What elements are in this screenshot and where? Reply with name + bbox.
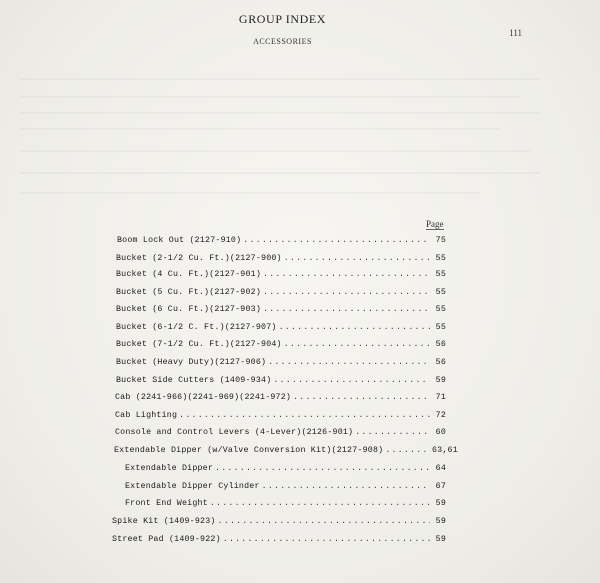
index-entry [114,446,458,455]
index-entry [116,358,446,367]
index-entry-label: Bucket (4 Cu. Ft.)(2127-901) [116,270,262,279]
dot-leader [284,254,430,263]
index-entry [116,376,446,385]
index-entry-page: 55 [435,288,446,297]
dot-leader [293,393,430,402]
dot-leader [262,482,430,491]
dot-leader [223,535,430,544]
index-entry-page: 72 [435,411,446,420]
dot-leader [263,288,430,297]
dot-leader [355,428,430,437]
index-entry-page: 64 [435,464,446,473]
index-entry-page: 75 [435,236,446,245]
index-entry-label: Street Pad (1409-922) [112,535,221,544]
index-entry-page: 55 [435,270,446,279]
index-entry-page: 55 [435,323,446,332]
index-entry-sub [125,464,446,473]
index-entry-page: 59 [435,535,446,544]
index-entry-label: Bucket (Heavy Duty)(2127-906) [116,358,267,367]
index-entry-label: Cab Lighting [115,411,178,420]
index-entry-page: 60 [435,428,446,437]
index-entry [116,254,446,263]
index-entry [112,517,446,526]
dot-leader [263,270,430,279]
index-entry-sub [125,499,446,508]
index-entry [116,323,446,332]
index-entry [115,411,446,420]
index-entry-page: 59 [435,376,446,385]
index-entry-label: Bucket Side Cutters (1409-934) [116,376,272,385]
index-entry-page: 55 [435,305,446,314]
dot-leader [273,376,430,385]
index-entry [116,288,446,297]
dot-leader [385,446,430,455]
index-entry [116,305,446,314]
dot-leader [268,358,430,367]
index-entry-label: Bucket (5 Cu. Ft.)(2127-902) [116,288,262,297]
index-entry [115,428,446,437]
index-entry-label: Extendable Dipper [125,464,214,473]
dot-leader [215,464,430,473]
index-entry [115,393,446,402]
index-entry-label: Boom Lock Out (2127-910) [117,236,242,245]
index-entry-label: Bucket (6 Cu. Ft.)(2127-903) [116,305,262,314]
index-entry-label: Bucket (2-1/2 Cu. Ft.)(2127-900) [116,254,282,263]
index-entry-label: Spike Kit (1409-923) [112,517,216,526]
index-entry-label: Bucket (6-1/2 C. Ft.)(2127-907) [116,323,277,332]
page-column-header: Page [426,219,444,229]
dot-leader [263,305,430,314]
index-entry-page: 63,61 [432,446,458,455]
dot-leader [279,323,430,332]
index-entry-page: 71 [435,393,446,402]
index-entry-page: 67 [435,482,446,491]
index-entry-label: Console and Control Levers (4-Lever)(2126-901) [115,428,354,437]
index-entry-label: Extendable Dipper Cylinder [125,482,260,491]
dot-leader [179,411,430,420]
index-entry-label: Front End Weight [125,499,208,508]
index-entry-sub [125,482,446,491]
index-entry-page: 56 [435,358,446,367]
index-entry [116,340,446,349]
dot-leader [284,340,430,349]
index-entry [117,236,446,245]
index-entry [116,270,446,279]
index-entry [112,535,446,544]
index-entry-page: 59 [435,517,446,526]
index-entry-page: 59 [435,499,446,508]
section-subtitle: ACCESSORIES [253,37,312,46]
dot-leader [243,236,430,245]
index-entry-label: Extendable Dipper (w/Valve Conversion Kit)(2127-908) [114,446,384,455]
page-title: GROUP INDEX [238,12,327,26]
index-entry-label: Cab (2241-966)(2241-969)(2241-972) [115,393,292,402]
dot-leader [210,499,430,508]
dot-leader [218,517,430,526]
index-entry-page: 55 [435,254,446,263]
index-entry-label: Bucket (7-1/2 Cu. Ft.)(2127-904) [116,340,282,349]
page-number: 111 [509,28,522,38]
index-entry-page: 56 [435,340,446,349]
